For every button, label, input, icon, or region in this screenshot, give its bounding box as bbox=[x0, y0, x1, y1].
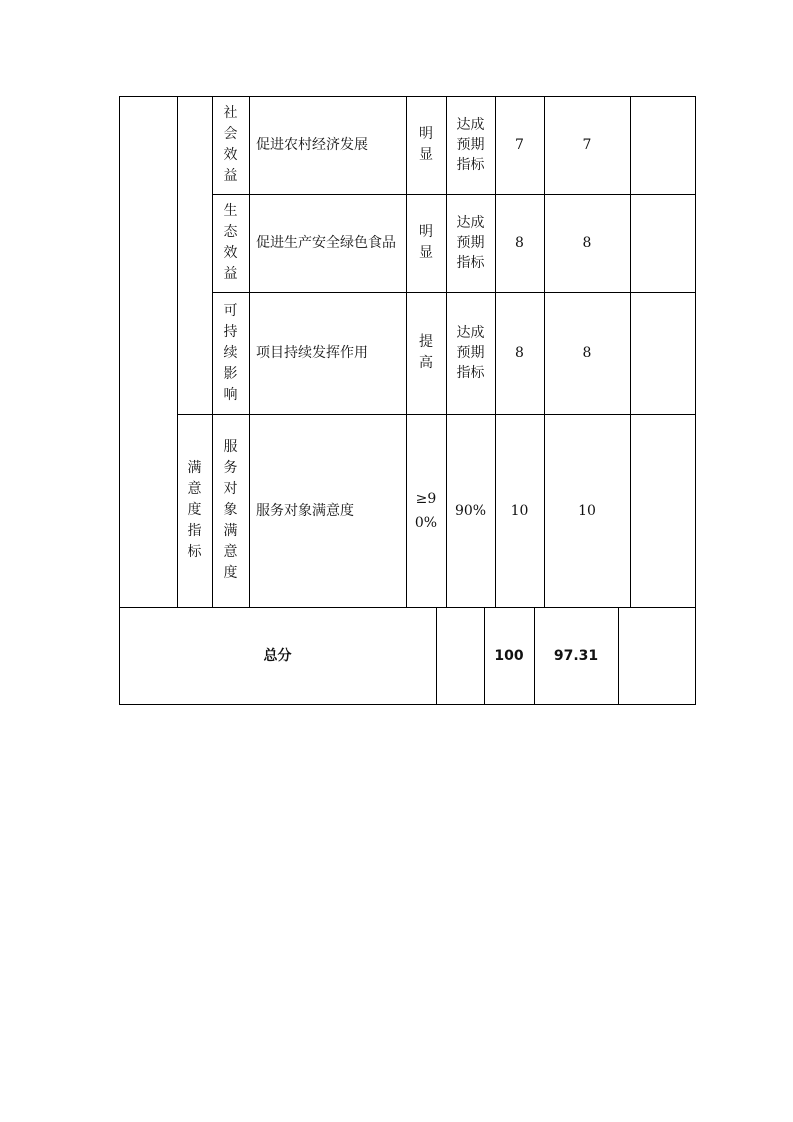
sub-category-cell bbox=[212, 96, 249, 194]
target-cell bbox=[406, 414, 446, 607]
weight-text: 10 bbox=[510, 502, 529, 519]
total-target-cell bbox=[436, 607, 484, 705]
target-cell bbox=[406, 96, 446, 194]
detail-text: 促进农村经济发展 bbox=[256, 137, 368, 153]
note-cell bbox=[630, 194, 695, 292]
score-text: 8 bbox=[582, 235, 592, 251]
sub-category-cell bbox=[212, 292, 249, 414]
note-cell bbox=[630, 96, 695, 194]
detail-cell bbox=[249, 194, 406, 292]
actual-cell bbox=[446, 414, 495, 607]
total-label-cell bbox=[119, 607, 436, 705]
score-cell bbox=[544, 194, 630, 292]
detail-text: 促进生产安全绿色食品 bbox=[256, 235, 396, 251]
weight-text: 8 bbox=[515, 235, 524, 251]
target-text: ≥90% bbox=[414, 490, 438, 531]
sub-category-cell bbox=[212, 194, 249, 292]
weight-cell bbox=[495, 292, 544, 414]
weight-cell bbox=[495, 96, 544, 194]
actual-cell bbox=[446, 292, 495, 414]
category-label: 满意度指标 bbox=[187, 460, 202, 560]
detail-text: 项目持续发挥作用 bbox=[256, 345, 368, 361]
actual-text: 达成预期指标 bbox=[456, 325, 485, 381]
detail-cell bbox=[249, 96, 406, 194]
detail-text: 服务对象满意度 bbox=[256, 502, 354, 519]
actual-cell bbox=[446, 96, 495, 194]
actual-text: 90% bbox=[454, 502, 487, 519]
weight-cell bbox=[495, 194, 544, 292]
score-text: 7 bbox=[582, 137, 592, 153]
weight-cell bbox=[495, 414, 544, 607]
note-cell bbox=[630, 414, 695, 607]
score-cell bbox=[544, 414, 630, 607]
sub-category-label: 生态效益 bbox=[223, 203, 238, 282]
sub-category-cell bbox=[212, 414, 249, 607]
total-label: 总分 bbox=[263, 648, 292, 664]
sub-category-label: 服务对象满意度 bbox=[223, 439, 238, 581]
detail-cell bbox=[249, 414, 406, 607]
total-weight-cell bbox=[484, 607, 534, 705]
score-text: 10 bbox=[578, 502, 596, 519]
category-cell bbox=[177, 414, 212, 607]
target-cell bbox=[406, 194, 446, 292]
total-score-cell bbox=[534, 607, 618, 705]
sub-category-label: 可持续影响 bbox=[223, 302, 238, 403]
weight-text: 8 bbox=[515, 345, 524, 361]
target-text: 明显 bbox=[419, 224, 433, 261]
actual-text: 达成预期指标 bbox=[456, 117, 485, 173]
detail-cell bbox=[249, 292, 406, 414]
actual-cell bbox=[446, 194, 495, 292]
score-cell bbox=[544, 96, 630, 194]
target-cell bbox=[406, 292, 446, 414]
target-text: 明显 bbox=[419, 126, 433, 163]
score-text: 8 bbox=[582, 345, 592, 361]
note-cell bbox=[630, 292, 695, 414]
score-cell bbox=[544, 292, 630, 414]
actual-text: 达成预期指标 bbox=[456, 215, 485, 271]
total-score-text: 97.31 bbox=[553, 648, 599, 664]
weight-text: 7 bbox=[515, 137, 524, 153]
sub-category-label: 社会效益 bbox=[223, 105, 238, 184]
total-weight-text: 100 bbox=[494, 648, 524, 664]
total-note-cell bbox=[618, 607, 695, 705]
target-text: 提高 bbox=[419, 334, 433, 371]
